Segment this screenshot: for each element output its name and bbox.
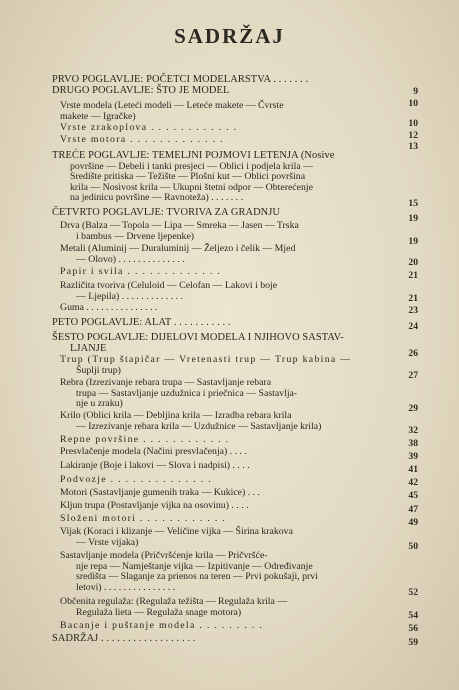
- toc-entry-text: Repne površine . . . . . . . . . . . .: [60, 434, 230, 445]
- toc-entry-text: DRUGO POGLAVLJE: ŠTO JE MODEL: [52, 85, 230, 96]
- toc-page-number: 10: [408, 118, 418, 129]
- toc-page-number: 38: [408, 438, 418, 449]
- toc-entry-text: Različita tvoriva (Celuloid — Celofan — Lakovi i boje: [60, 280, 278, 291]
- toc-page-number: 15: [408, 198, 418, 209]
- toc-entry-text: na jedinicu površine — Ravnoteža) . . . . . . .: [70, 192, 244, 204]
- toc-subentry-metali: [0, 244, 459, 265]
- toc-subentry-guma: [0, 303, 459, 314]
- toc-entry-text: Krilo (Oblici krila — Debljina krila — Izradba rebara krila: [60, 410, 292, 421]
- toc-page-number: 39: [408, 451, 418, 462]
- toc-entry-text: ČETVRTO POGLAVLJE: TVORIVA ZA GRADNJU: [52, 207, 281, 218]
- toc-page-number: 10: [408, 98, 418, 109]
- toc-entry-text: Regulaža lieta — Regulaža snage motora): [76, 606, 242, 618]
- toc-entry-text: i bambus — Drvene ljepenke): [76, 230, 195, 242]
- toc-page-number: 13: [408, 141, 418, 152]
- toc-page-number: 49: [408, 517, 418, 528]
- toc-subentry-vijak: [0, 527, 459, 548]
- toc-subentry-repne-povrsine: [0, 435, 459, 446]
- toc-entry-text: Motori (Sastavljanje gumenih traka — Kukice) . . .: [60, 487, 260, 498]
- toc-entry-text: Kljun trupa (Postavljanje vijka na osovinu) . . . .: [60, 500, 249, 511]
- toc-entry-text: makete — Igračke): [60, 110, 136, 122]
- toc-page-number: 52: [408, 587, 418, 598]
- toc-entry-text: Drva (Balza — Topola — Lipa — Smreka — Jasen — Trska: [60, 220, 299, 231]
- toc-entry-text: Vrste motora . . . . . . . . . . . . .: [60, 134, 224, 145]
- toc-entry-text: trupa — Sastavljanje uzdužnica i priečnica — Sastavlja-: [76, 387, 298, 399]
- toc-entry-text: — Izrezivanje rebara krila — Uzdužnice — Sastavljanje krila): [76, 420, 322, 432]
- toc-entry-text: krila — Nosivost krila — Ukupni štetni odpor — Obterećenje: [70, 181, 313, 193]
- toc-entry-text: SADRŽAJ . . . . . . . . . . . . . . . . . .: [52, 633, 196, 644]
- toc-page-number: 41: [408, 464, 418, 475]
- toc-page-number: 19: [408, 213, 418, 224]
- toc-entry-text: Trup (Trup štapičar — Vretenasti trup — Trup kabina —: [60, 354, 352, 365]
- toc-page-number: 19: [408, 236, 418, 247]
- toc-page-number: 12: [408, 130, 418, 141]
- toc-subentry-sastavljanje-modela: [0, 551, 459, 593]
- toc-entry-text: Središte pritiska — Težište — Plošni kut — Oblici površina: [70, 171, 306, 183]
- toc-entry-text: Vrste zrakoplova . . . . . . . . . . . .: [60, 122, 238, 133]
- toc-entry-text: Papir i svila . . . . . . . . . . . . .: [60, 266, 222, 277]
- toc-page-number: 20: [408, 257, 418, 268]
- toc-entry-text: nje u zraku): [76, 398, 123, 410]
- toc-entry-text: — Ljepila) . . . . . . . . . . . . .: [76, 290, 183, 302]
- toc-entry-text: PETO POGLAVLJE: ALAT . . . . . . . . . . .: [52, 317, 231, 328]
- page-title: SADRŽAJ: [174, 24, 285, 48]
- toc-subentry-bacanje: [0, 621, 459, 632]
- toc-page-number: 56: [408, 623, 418, 634]
- toc-entry-sadrzaj: [0, 634, 459, 645]
- toc-entry-text: ŠESTO POGLAVLJE: DIJELOVI MODELA I NJIHOVO SASTAV-: [52, 332, 344, 343]
- toc-subentry-slozeni-motori: [0, 514, 459, 525]
- toc-entry-text: nje repa — Namještanje vijka — Izpitivanje — Određivanje: [76, 560, 313, 572]
- toc-entry-text: TREĆE POGLAVLJE: TEMELJNI POJMOVI LETENJA (Nosive: [52, 150, 335, 161]
- toc-subentry-trup: [0, 355, 459, 376]
- toc-page-number: 32: [408, 425, 418, 436]
- toc-entry-text: Vijak (Koraci i klizanje — Veličine vijka — Širina krakova: [60, 526, 293, 537]
- toc-page-number: 26: [408, 348, 418, 359]
- toc-subentry-vrste-modela: [0, 101, 459, 122]
- toc-entry-text: LJANJE: [70, 342, 107, 354]
- toc-page-number: 54: [408, 610, 418, 621]
- toc-page-number: 29: [408, 403, 418, 414]
- toc-entry-text: Občenita regulaža: (Regulaža težišta — Regulaža krila —: [60, 596, 288, 607]
- toc-page-number: 47: [408, 504, 418, 515]
- toc-entry-cetvrto: [0, 208, 459, 219]
- toc-subentry-drva: [0, 221, 459, 242]
- toc-page-number: 21: [408, 293, 418, 304]
- toc-subentry-podvozje: [0, 475, 459, 486]
- toc-subentry-kljun-trupa: [0, 501, 459, 512]
- toc-subentry-vrste-motora: [0, 135, 459, 146]
- toc-subentry-obcenita-regulaza: [0, 597, 459, 618]
- toc-page-number: 50: [408, 541, 418, 552]
- toc-entry-text: Sastavljanje modela (Pričvršćenje krila — Pričvršće-: [60, 550, 268, 561]
- toc-page-number: 27: [408, 370, 418, 381]
- toc-entry-text: Složeni motori . . . . . . . . . . . .: [60, 513, 227, 524]
- toc-page-number: 9: [413, 86, 418, 97]
- toc-subentry-papir-i-svila: [0, 267, 459, 278]
- toc-entry-text: — Vrste vijaka): [76, 536, 139, 548]
- toc-entry-trece: [0, 151, 459, 204]
- toc-page-number: 59: [408, 637, 418, 648]
- toc-entry-text: Rebra (Izrezivanje rebara trupa — Sastavljanje rebara: [60, 377, 272, 388]
- toc-entry-text: površine — Debeli i tanki presjeci — Oblici i podjela krila —: [70, 160, 313, 172]
- toc-page-number: 24: [408, 321, 418, 332]
- toc-page-number: 42: [408, 477, 418, 488]
- toc-entry-text: Podvozje . . . . . . . . . . . . . .: [60, 474, 212, 485]
- toc-subentry-rebra: [0, 378, 459, 410]
- toc-entry-sesto: [0, 333, 459, 354]
- toc-entry-text: Guma . . . . . . . . . . . . . . .: [60, 302, 158, 313]
- toc-entry-text: letovi) . . . . . . . . . . . . . . .: [76, 581, 176, 593]
- toc-subentry-motori: [0, 488, 459, 499]
- toc-entry-text: Bacanje i puštanje modela . . . . . . . . .: [60, 620, 264, 631]
- toc-subentry-krilo: [0, 411, 459, 432]
- toc-entry-prvo: [0, 75, 459, 86]
- toc-entry-text: Vrste modela (Leteći modeli — Leteće makete — Čvrste: [60, 100, 284, 111]
- toc-entry-text: Metali (Aluminij — Duraluminij — Željezo i čelik — Mjed: [60, 243, 296, 254]
- toc-entry-text: Presvlačenje modela (Načini presvlačenja) . . . .: [60, 446, 247, 457]
- toc-entry-text: Šuplji trup): [76, 364, 121, 376]
- toc-page-number: 45: [408, 490, 418, 501]
- toc-entry-drugo: [0, 86, 459, 97]
- toc-entry-text: — Olovo) . . . . . . . . . . . . . .: [76, 253, 185, 265]
- toc-entry-text: PRVO POGLAVLJE: POČETCI MODELARSTVA . . . . . . .: [52, 74, 309, 85]
- toc-entry-peto: [0, 318, 459, 329]
- toc-page-number: 23: [408, 305, 418, 316]
- toc-entry-text: Lakiranje (Boje i lakovi — Slova i nadpisi) . . . .: [60, 460, 250, 471]
- toc-entry-text: središta — Slaganje za prienos na teren — Prvi pokušaji, prvi: [76, 571, 318, 583]
- toc-subentry-vrste-zrakoplova: [0, 123, 459, 134]
- toc-page-number: 21: [408, 270, 418, 281]
- toc-subentry-lakiranje: [0, 461, 459, 472]
- toc-subentry-razlicita-tvoriva: [0, 281, 459, 302]
- toc-subentry-presvlacenje: [0, 447, 459, 458]
